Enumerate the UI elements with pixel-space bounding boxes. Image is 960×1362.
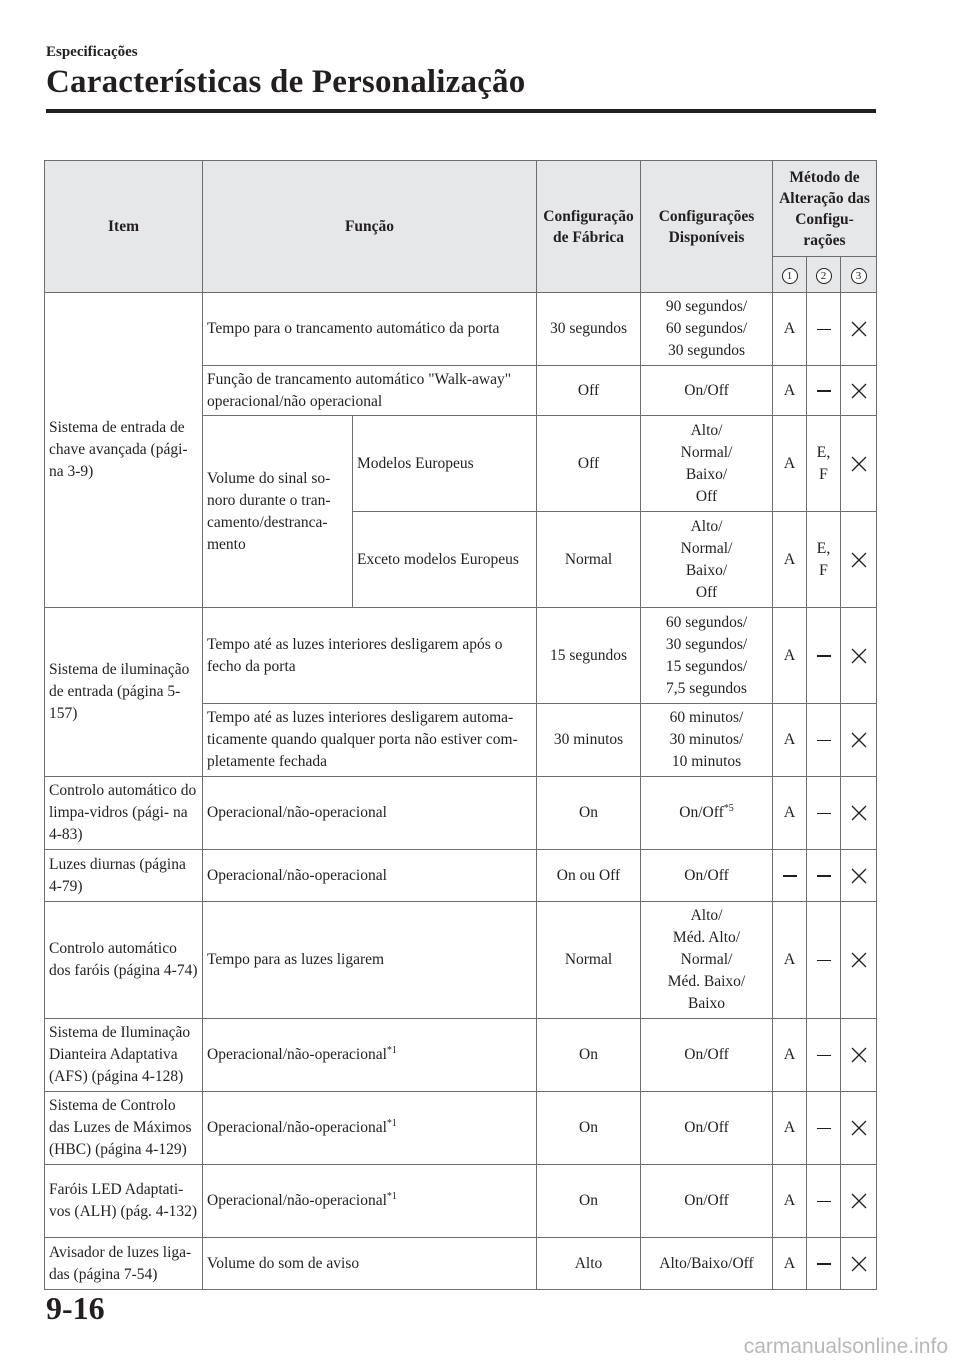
dash-icon — [817, 740, 831, 742]
available-cell: On/Off — [641, 366, 773, 416]
header-function: Função — [203, 161, 537, 293]
header-item: Item — [45, 161, 203, 293]
factory-cell: Off — [537, 416, 641, 512]
footnote-marker: *5 — [723, 802, 734, 814]
x-mark-icon — [851, 732, 867, 748]
circled-number-icon: 1 — [782, 268, 798, 284]
function-cell: Operacional/não-operacional — [203, 777, 537, 850]
method-1-cell: A — [773, 608, 807, 704]
factory-cell: 30 minutos — [537, 704, 641, 777]
method-2-cell: E, F — [807, 416, 841, 512]
available-cell: Alto/Baixo/Off — [641, 1238, 773, 1290]
watermark: carmanualsonline.info — [743, 1335, 948, 1358]
header-change-method: Método de Alteração das Configu- rações — [773, 161, 877, 257]
method-1-cell: A — [773, 366, 807, 416]
table-row — [45, 777, 877, 850]
x-mark-icon — [851, 648, 867, 664]
available-cell: 60 minutos/ 30 minutos/ 10 minutos — [641, 704, 773, 777]
table-row — [45, 608, 877, 704]
function-cell: Tempo para as luzes ligarem — [203, 902, 537, 1019]
x-mark-icon — [851, 383, 867, 399]
dash-icon — [817, 1055, 831, 1057]
available-cell: Alto/ Normal/ Baixo/ Off — [641, 512, 773, 608]
section-label: Especificações — [46, 44, 138, 60]
available-cell: On/Off — [641, 1165, 773, 1238]
customization-table — [44, 160, 877, 1290]
item-cell: Faróis LED Adaptati- vos (ALH) (pág. 4-132) — [45, 1165, 203, 1238]
table-row — [45, 1165, 877, 1238]
available-cell: On/Off — [641, 1092, 773, 1165]
header-available-settings: Configurações Disponíveis — [641, 161, 773, 293]
item-cell: Sistema de entrada de chave avançada (pági- na 3-9) — [45, 293, 203, 608]
footnote-marker: *1 — [386, 1044, 397, 1056]
x-mark-icon — [851, 321, 867, 337]
item-cell: Luzes diurnas (página 4-79) — [45, 850, 203, 902]
available-cell: 60 segundos/ 30 segundos/ 15 segundos/ 7,5 segundos — [641, 608, 773, 704]
function-cell: Tempo até as luzes interiores desligarem após o fecho da porta — [203, 608, 537, 704]
factory-cell: 15 segundos — [537, 608, 641, 704]
x-mark-icon — [851, 1256, 867, 1272]
item-cell: Sistema de iluminação de entrada (página 5-157) — [45, 608, 203, 777]
x-mark-icon — [851, 1193, 867, 1209]
factory-cell: Normal — [537, 512, 641, 608]
available-cell: On/Off — [641, 850, 773, 902]
available-cell: Alto/ Normal/ Baixo/ Off — [641, 416, 773, 512]
function-group-cell: Volume do sinal so- noro durante o tran- camento/destranca- mento — [203, 416, 353, 608]
method-1-cell: A — [773, 704, 807, 777]
dash-icon — [817, 875, 831, 877]
method-1-cell: A — [773, 1165, 807, 1238]
table-row — [45, 1238, 877, 1290]
table-row — [45, 1019, 877, 1092]
page-title: Características de Personalização — [46, 64, 526, 100]
table-row — [45, 293, 877, 366]
available-cell: 90 segundos/ 60 segundos/ 30 segundos — [641, 293, 773, 366]
x-mark-icon — [851, 552, 867, 568]
subfunction-cell: Modelos Europeus — [353, 416, 537, 512]
item-cell: Sistema de Iluminação Dianteira Adaptativa (AFS) (página 4-128) — [45, 1019, 203, 1092]
method-1-cell: A — [773, 293, 807, 366]
dash-icon — [817, 655, 831, 657]
table-row — [45, 850, 877, 902]
circled-number-icon: 2 — [816, 268, 832, 284]
page-number: 9-16 — [46, 1290, 105, 1326]
method-2-cell: E, F — [807, 512, 841, 608]
method-1-cell: A — [773, 512, 807, 608]
item-cell: Controlo automático do limpa-vidros (pági- na 4-83) — [45, 777, 203, 850]
header-factory-setting: Configuração de Fábrica — [537, 161, 641, 293]
item-cell: Controlo automático dos faróis (página 4-74) — [45, 902, 203, 1019]
method-1-cell: A — [773, 1092, 807, 1165]
x-mark-icon — [851, 805, 867, 821]
factory-cell: On — [537, 1092, 641, 1165]
function-cell: Volume do som de aviso — [203, 1238, 537, 1290]
dash-icon — [817, 813, 831, 815]
available-cell: On/Off$^{*5}$ — [641, 777, 773, 850]
x-mark-icon — [851, 868, 867, 884]
factory-cell: 30 segundos — [537, 293, 641, 366]
table-row — [45, 902, 877, 1019]
subfunction-cell: Exceto modelos Europeus — [353, 512, 537, 608]
item-cell: Avisador de luzes liga- das (página 7-54) — [45, 1238, 203, 1290]
factory-cell: On — [537, 1165, 641, 1238]
factory-cell: Normal — [537, 902, 641, 1019]
dash-icon — [783, 875, 797, 877]
method-1-cell: A — [773, 777, 807, 850]
dash-icon — [817, 1263, 831, 1265]
dash-icon — [817, 329, 831, 331]
item-cell: Sistema de Controlo das Luzes de Máximos (HBC) (página 4-129) — [45, 1092, 203, 1165]
footnote-marker: *1 — [386, 1190, 397, 1202]
footnote-marker: *1 — [386, 1117, 397, 1129]
dash-icon — [817, 390, 831, 392]
available-cell: Alto/ Méd. Alto/ Normal/ Méd. Baixo/ Baixo — [641, 902, 773, 1019]
function-cell: Tempo até as luzes interiores desligarem automa- ticamente quando qualquer porta não estiver com- pletamente fechada — [203, 704, 537, 777]
factory-cell: Alto — [537, 1238, 641, 1290]
function-cell: Operacional/não-operacional$^{*1}$ — [203, 1092, 537, 1165]
available-cell: On/Off — [641, 1019, 773, 1092]
circled-number-icon: 3 — [851, 268, 867, 284]
factory-cell: Off — [537, 366, 641, 416]
function-cell: Operacional/não-operacional — [203, 850, 537, 902]
table-row — [45, 1092, 877, 1165]
factory-cell: On — [537, 777, 641, 850]
x-mark-icon — [851, 456, 867, 472]
x-mark-icon — [851, 1047, 867, 1063]
dash-icon — [817, 960, 831, 962]
factory-cell: On ou Off — [537, 850, 641, 902]
method-1-cell: A — [773, 1019, 807, 1092]
method-1-cell: A — [773, 416, 807, 512]
function-cell: Operacional/não-operacional$^{*1}$ — [203, 1165, 537, 1238]
function-cell: Função de trancamento automático "Walk-away" operacional/não operacional — [203, 366, 537, 416]
method-1-cell: A — [773, 902, 807, 1019]
method-1-cell: A — [773, 1238, 807, 1290]
factory-cell: On — [537, 1019, 641, 1092]
x-mark-icon — [851, 952, 867, 968]
dash-icon — [817, 1201, 831, 1203]
x-mark-icon — [851, 1120, 867, 1136]
function-cell: Operacional/não-operacional$^{*1}$ — [203, 1019, 537, 1092]
function-cell: Tempo para o trancamento automático da porta — [203, 293, 537, 366]
title-rule — [46, 109, 876, 113]
dash-icon — [817, 1128, 831, 1130]
